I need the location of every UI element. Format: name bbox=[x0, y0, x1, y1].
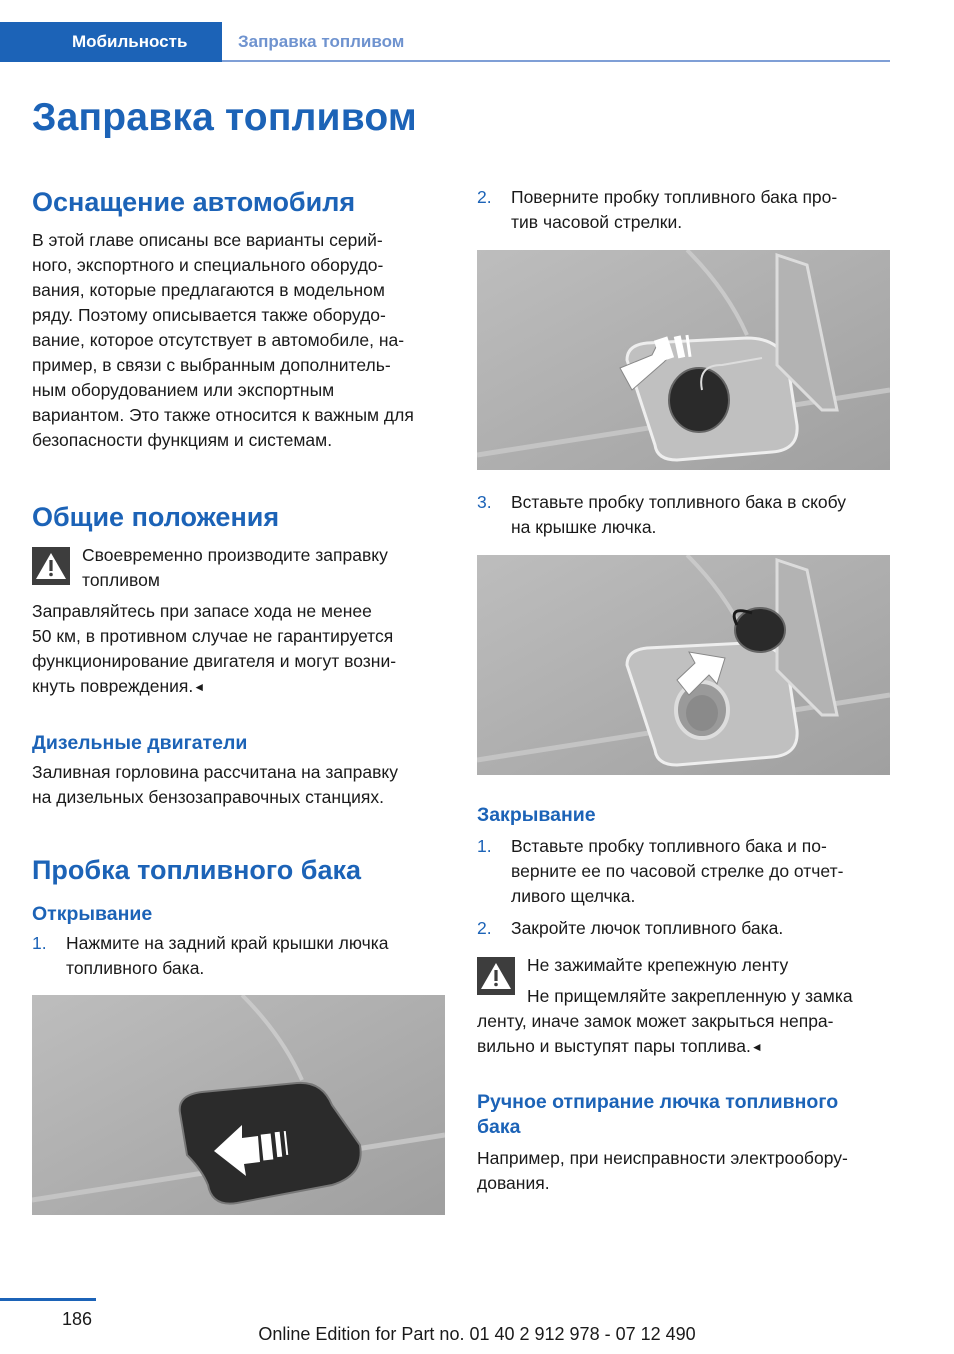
footer-rule bbox=[0, 1298, 96, 1301]
text-line: на крышке лючка. bbox=[511, 517, 657, 537]
cap-holder-insert-illustration bbox=[477, 555, 890, 775]
warning-block bbox=[477, 953, 890, 1060]
cap-turn-counterclockwise-illustration bbox=[477, 250, 890, 470]
text-line: пример, в связи с выбранным дополнитель- bbox=[32, 355, 391, 375]
text-line: дования. bbox=[477, 1173, 550, 1193]
text-line: Заправляйтесь при запасе хода не менее bbox=[32, 601, 372, 621]
subsection-heading: Открывание bbox=[32, 903, 153, 925]
heading-line: Ручное отпирание лючка топливного bbox=[477, 1091, 839, 1113]
text-line: кнуть повреждения. bbox=[32, 676, 194, 696]
warning-title: топливом bbox=[82, 570, 160, 590]
text-line: ливого щелчка. bbox=[511, 886, 636, 906]
text-line: топливного бака. bbox=[66, 958, 205, 978]
text-line: безопасности функциям и системам. bbox=[32, 430, 333, 450]
warning-title: Своевременно производите заправку bbox=[82, 545, 388, 565]
list-item bbox=[477, 185, 890, 235]
section-heading: Пробка топливного бака bbox=[32, 855, 362, 885]
warning-triangle-icon bbox=[32, 547, 70, 585]
list-number: 2. bbox=[477, 187, 492, 207]
text-line: Не прищемляйте закрепленную у замка bbox=[527, 986, 853, 1006]
subsection-heading: Дизельные двигатели bbox=[32, 732, 248, 754]
page-number: 186 bbox=[62, 1309, 93, 1329]
text-line: верните ее по часовой стрелке до отчет- bbox=[511, 861, 844, 881]
fuel-flap-press-illustration bbox=[32, 995, 445, 1215]
edition-note: Online Edition for Part no. 01 40 2 912 978 - 07 12 490 bbox=[258, 1324, 696, 1344]
text-line: тив часовой стрелки. bbox=[511, 212, 683, 232]
text-line: ряду. Поэтому описывается также оборудо- bbox=[32, 305, 386, 325]
paragraph bbox=[32, 228, 446, 453]
text-line: вание, которое отсутствует в автомобиле, на- bbox=[32, 330, 405, 350]
section-manual-release bbox=[477, 1090, 890, 1196]
text-line: Вставьте пробку топливного бака в скобу bbox=[511, 492, 847, 512]
list-number: 3. bbox=[477, 492, 492, 512]
text-line: вильно и выступят пары топлива. bbox=[477, 1036, 751, 1056]
section-closing bbox=[477, 803, 890, 1060]
list-number: 1. bbox=[477, 836, 492, 856]
list-number: 2. bbox=[477, 918, 492, 938]
text-line: Нажмите на задний край крышки лючка bbox=[66, 933, 389, 953]
text-line: Например, при неисправности электрообору- bbox=[477, 1148, 848, 1168]
page-title: Заправка топливом bbox=[32, 96, 417, 139]
right-column bbox=[477, 180, 890, 1196]
subsection-heading bbox=[477, 1090, 890, 1140]
list-item bbox=[477, 490, 890, 540]
text-line: Закройте лючок топливного бака. bbox=[511, 918, 784, 938]
text-line: ного, экспортного и специального оборудо- bbox=[32, 255, 384, 275]
end-mark-icon: ◄ bbox=[193, 680, 206, 694]
text-line: Заливная горловина рассчитана на заправку bbox=[32, 762, 398, 782]
left-column bbox=[32, 180, 446, 1215]
breadcrumb: Заправка топливом bbox=[238, 32, 405, 51]
warning-triangle-icon bbox=[477, 957, 515, 995]
section-heading: Оснащение автомобиля bbox=[32, 187, 356, 217]
text-line: вариантом. Это также относится к важным для bbox=[32, 405, 414, 425]
subsection-heading: Закрывание bbox=[477, 804, 596, 826]
warning-block bbox=[32, 543, 446, 700]
section-heading: Общие положения bbox=[32, 502, 280, 532]
text-line: ленту, иначе замок может закрыться непра- bbox=[477, 1011, 834, 1031]
section-general bbox=[32, 497, 446, 700]
text-line: ным оборудованием или экспортным bbox=[32, 380, 335, 400]
text-line: на дизельных бензозаправочных станциях. bbox=[32, 787, 384, 807]
section-tab-mobility: Мобильность bbox=[0, 22, 222, 62]
text-line: Поверните пробку топливного бака про- bbox=[511, 187, 838, 207]
end-mark-icon: ◄ bbox=[750, 1040, 763, 1054]
text-line: функционирование двигателя и могут возни- bbox=[32, 651, 397, 671]
heading-line: бака bbox=[477, 1116, 521, 1138]
section-equipment bbox=[32, 182, 446, 453]
list-item bbox=[477, 916, 890, 941]
section-diesel bbox=[32, 731, 446, 810]
list-number: 1. bbox=[32, 933, 47, 953]
text-line: В этой главе описаны все варианты серий- bbox=[32, 230, 383, 250]
text-line: Вставьте пробку топливного бака и по- bbox=[511, 836, 827, 856]
header-rule bbox=[222, 60, 890, 62]
text-line: 50 км, в противном случае не гарантируется bbox=[32, 626, 394, 646]
list-item bbox=[477, 834, 890, 909]
warning-title: Не зажимайте крепежную ленту bbox=[527, 955, 789, 975]
text-line: вания, которые предлагаются в модельном bbox=[32, 280, 385, 300]
section-fuel-cap bbox=[32, 850, 446, 1215]
list-item bbox=[32, 931, 446, 981]
